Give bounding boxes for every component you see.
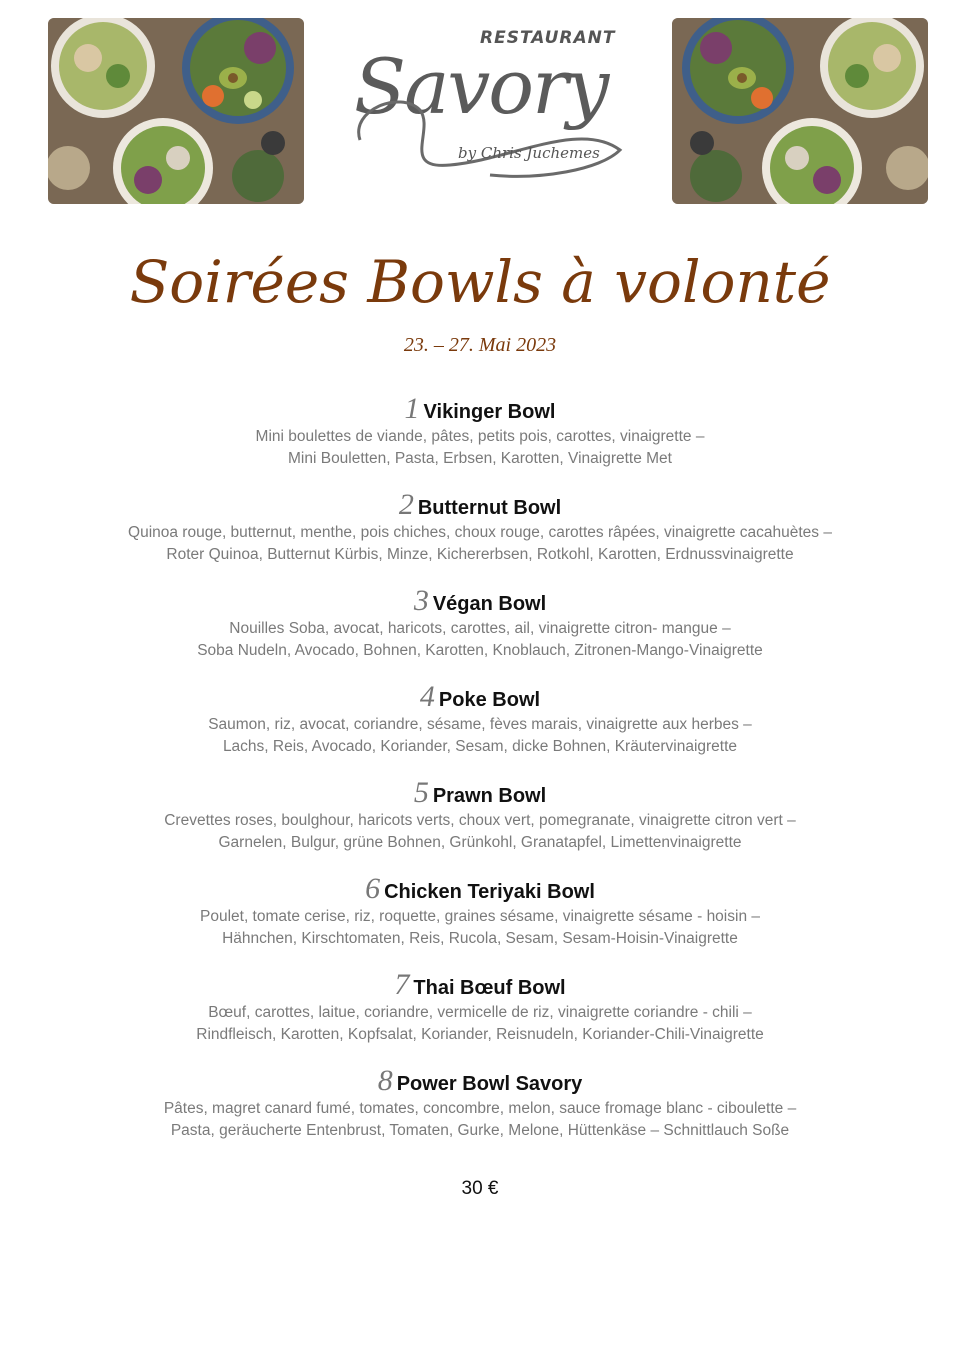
- bowls-photo-right: [672, 18, 928, 204]
- menu-item-1: [0, 392, 960, 488]
- item-number: 2: [398, 488, 414, 521]
- item-description-de: Hähnchen, Kirschtomaten, Reis, Rucola, Sesam, Sesam-Hoisin-Vinaigrette: [222, 930, 738, 947]
- item-number: 6: [365, 872, 381, 905]
- item-description-de: Soba Nudeln, Avocado, Bohnen, Karotten, Knoblauch, Zitronen-Mango-Vinaigrette: [197, 642, 763, 659]
- logo-restaurant-text: RESTAURANT: [480, 28, 616, 48]
- menu-item-8: [0, 1064, 960, 1160]
- menu-header: [0, 14, 960, 214]
- menu-item-2: [0, 488, 960, 584]
- item-name: Végan Bowl: [432, 593, 547, 615]
- item-description-fr: Nouilles Soba, avocat, haricots, carottes, ail, vinaigrette citron- mangue –: [229, 620, 731, 637]
- menu-item-5: [0, 776, 960, 872]
- restaurant-logo: [340, 20, 630, 190]
- item-description-de: Garnelen, Bulgur, grüne Bohnen, Grünkohl, Granatapfel, Limettenvinaigrette: [218, 834, 742, 851]
- item-description-fr: Poulet, tomate cerise, riz, roquette, graines sésame, vinaigrette sésame - hoisin –: [200, 908, 760, 925]
- item-number: 3: [413, 584, 429, 617]
- bowls-photo-left: [48, 18, 304, 204]
- item-description-de: Pasta, geräucherte Entenbrust, Tomaten, Gurke, Melone, Hüttenkäse – Schnittlauch Soße: [170, 1122, 790, 1139]
- logo-byline: by Chris Juchemes: [458, 144, 600, 162]
- item-description-de: Lachs, Reis, Avocado, Koriander, Sesam, dicke Bohnen, Kräutervinaigrette: [222, 738, 738, 755]
- item-name: Chicken Teriyaki Bowl: [384, 881, 595, 903]
- menu-item-4: [0, 680, 960, 776]
- item-description-fr: Mini boulettes de viande, pâtes, petits pois, carottes, vinaigrette –: [255, 428, 705, 445]
- item-description-de: Roter Quinoa, Butternut Kürbis, Minze, Kichererbsen, Rotkohl, Karotten, Erdnussvinaigrette: [166, 546, 794, 563]
- bowl-menu-list: [0, 392, 960, 1160]
- item-description-de: Mini Bouletten, Pasta, Erbsen, Karotten, Vinaigrette Met: [288, 450, 672, 467]
- item-description-de: Rindfleisch, Karotten, Kopfsalat, Koriander, Reisnudeln, Koriander-Chili-Vinaigrette: [196, 1026, 764, 1043]
- logo-name: Savory: [354, 42, 608, 131]
- item-description-fr: Bœuf, carottes, laitue, coriandre, vermicelle de riz, vinaigrette coriandre - chili –: [208, 1004, 752, 1021]
- item-name: Prawn Bowl: [432, 785, 547, 807]
- event-date: 23. – 27. Mai 2023: [403, 334, 557, 356]
- item-description-fr: Crevettes roses, boulghour, haricots verts, choux vert, pomegranate, vinaigrette citron vert –: [164, 812, 796, 829]
- logo-swash-icon: [340, 80, 630, 180]
- item-name: Poke Bowl: [438, 689, 541, 711]
- item-number: 4: [419, 680, 435, 713]
- menu-item-7: [0, 968, 960, 1064]
- item-description-fr: Saumon, riz, avocat, coriandre, sésame, fèves marais, vinaigrette aux herbes –: [208, 716, 752, 733]
- item-name: Power Bowl Savory: [396, 1073, 583, 1095]
- page-title: Soirées Bowls à volonté: [129, 248, 831, 316]
- item-number: 8: [377, 1064, 393, 1097]
- item-name: Butternut Bowl: [417, 497, 562, 519]
- item-name: Thai Bœuf Bowl: [413, 977, 566, 999]
- item-description-fr: Quinoa rouge, butternut, menthe, pois chiches, choux rouge, carottes râpées, vinaigrette cacahuètes –: [128, 524, 832, 541]
- price-label: 30 €: [461, 1178, 499, 1199]
- menu-item-3: [0, 584, 960, 680]
- item-number: 5: [413, 776, 429, 809]
- item-name: Vikinger Bowl: [423, 401, 556, 423]
- item-number: 7: [394, 968, 410, 1001]
- item-description-fr: Pâtes, magret canard fumé, tomates, concombre, melon, sauce fromage blanc - ciboulette –: [163, 1100, 797, 1117]
- item-number: 1: [404, 392, 420, 425]
- menu-item-6: [0, 872, 960, 968]
